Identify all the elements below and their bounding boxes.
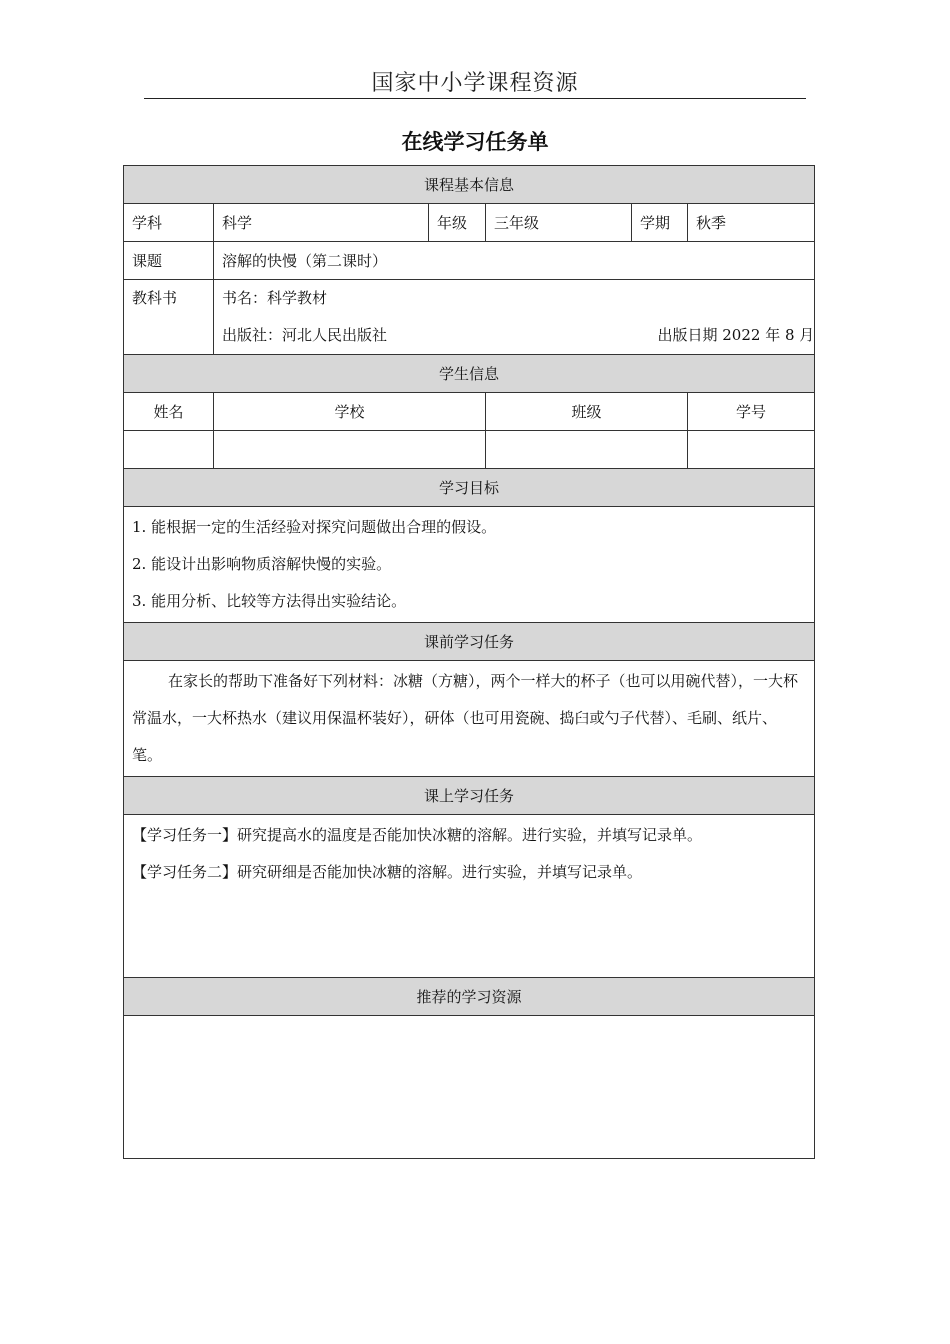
pre-class-text: 在家长的帮助下准备好下列材料：冰糖（方糖），两个一样大的杯子（也可以用碗代替），一大杯常温水，一大杯热水（建议用保温杯装好），研体（也可用瓷碗、捣臼或勺子代替）、毛刷、纸片、笔。 — [132, 672, 799, 764]
class-cell[interactable] — [486, 431, 688, 469]
objective-item: 2. 能设计出影响物质溶解快慢的实验。 — [132, 555, 392, 573]
name-header: 姓名 — [124, 393, 214, 431]
header-title: 国家中小学课程资源 — [371, 71, 579, 96]
class-header: 班级 — [486, 393, 688, 431]
school-cell[interactable] — [214, 431, 486, 469]
student-id-header: 学号 — [688, 393, 815, 431]
task-sheet-table — [123, 165, 815, 1159]
objective-item: 1. 能根据一定的生活经验对探究问题做出合理的假设。 — [132, 518, 497, 536]
section-pre-class: 课前学习任务 — [124, 623, 815, 661]
publisher: 出版社：河北人民出版社 — [222, 326, 388, 344]
section-in-class: 课上学习任务 — [124, 777, 815, 815]
section-resources: 推荐的学习资源 — [124, 978, 815, 1016]
subject-value: 科学 — [214, 204, 429, 242]
objectives-list — [124, 507, 815, 623]
book-name: 书名：科学教材 — [222, 289, 328, 307]
in-class-tasks — [124, 815, 815, 978]
term-label: 学期 — [632, 204, 688, 242]
section-objectives: 学习目标 — [124, 469, 815, 507]
term-value: 秋季 — [688, 204, 815, 242]
topic-value: 溶解的快慢（第二课时） — [214, 242, 815, 280]
resources-area — [124, 1016, 815, 1159]
header-rule — [144, 98, 806, 99]
subject-label: 学科 — [124, 204, 214, 242]
document-title: 在线学习任务单 — [401, 130, 549, 154]
publication-date: 出版日期 2022 年 8 月 — [657, 326, 815, 344]
grade-label: 年级 — [429, 204, 486, 242]
school-header: 学校 — [214, 393, 486, 431]
section-student-info: 学生信息 — [124, 355, 815, 393]
topic-label: 课题 — [124, 242, 214, 280]
objective-item: 3. 能用分析、比较等方法得出实验结论。 — [132, 592, 407, 610]
task-item: 【学习任务一】研究提高水的温度是否能加快冰糖的溶解。进行实验，并填写记录单。 — [132, 826, 703, 844]
grade-value: 三年级 — [486, 204, 632, 242]
textbook-label: 教科书 — [132, 289, 178, 307]
section-course-info: 课程基本信息 — [124, 166, 815, 204]
textbook-details — [214, 280, 815, 355]
task-item: 【学习任务二】研究研细是否能加快冰糖的溶解。进行实验，并填写记录单。 — [132, 863, 643, 881]
name-cell[interactable] — [124, 431, 214, 469]
student-id-cell[interactable] — [688, 431, 815, 469]
